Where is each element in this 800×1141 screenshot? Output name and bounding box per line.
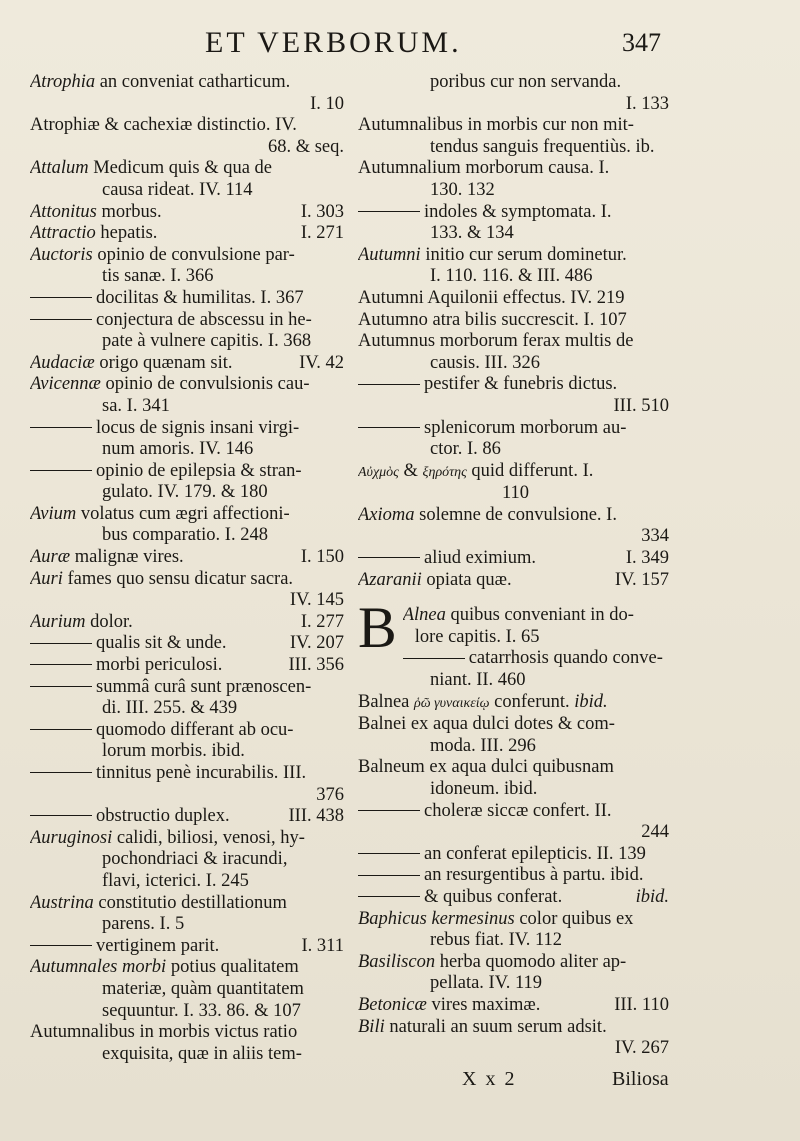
index-entry: Bili naturali an suum serum adsit. IV. 267 [358, 1016, 669, 1059]
ditto-dash [358, 810, 420, 811]
ditto-dash [358, 384, 420, 385]
index-entry: Balneum ex aqua dulci quibusnam idoneum. ibid. [358, 757, 614, 799]
index-column-left [30, 72, 348, 1065]
index-entry: Basiliscon herba quomodo aliter ap- pellata. IV. 119 [358, 951, 627, 994]
index-entry: choleræ siccæ confert. II. 244 [358, 801, 673, 844]
index-entry: summâ curâ sunt prænoscen- di. III. 255. & 439 [30, 677, 348, 720]
index-entry: Azaranii opiata quæ. IV. 157 [358, 569, 669, 590]
index-entry: aliud eximium. I. 349 [358, 548, 673, 570]
index-entry: Baphicus kermesinus color quibus ex rebus fiat. IV. 112 [358, 908, 634, 951]
ditto-dash [358, 896, 420, 897]
ditto-dash [30, 319, 92, 320]
index-entry: Axioma solemne de convulsione. I. 334 [358, 504, 669, 547]
index-entry: opinio de epilepsia & stran- gulato. IV. 179. & 180 [30, 461, 348, 504]
index-entry: Attalum Medicum quis & qua de causa rideat. IV. 114 [30, 158, 273, 200]
index-entry: Avium volatus cum ægri affectioni- bus comparatio. I. 248 [30, 503, 290, 546]
index-entry: pestifer & funebris dictus. III. 510 [358, 374, 673, 417]
signature-mark: X x 2 [462, 1068, 517, 1090]
index-entry: Autumnus morborum ferax multis de causis. III. 326 [358, 331, 634, 373]
section-gap [358, 591, 673, 605]
index-entry: Autumnalibus in morbis cur non mit- tendus sanguis frequentiùs. ib. [358, 115, 655, 157]
index-entry: obstructio duplex. III. 438 [30, 806, 348, 828]
index-entry: vertiginem parit. I. 311 [30, 936, 348, 958]
index-entry: splenicorum morborum au- ctor. I. 86 [358, 418, 673, 461]
ditto-dash [30, 297, 92, 298]
index-entry: indoles & symptomata. I. 133. & 134 [358, 202, 673, 245]
index-entry: Avicennæ opinio de convulsionis cau- sa. I. 341 [30, 374, 310, 416]
index-entry: Auræ malignæ vires. I. 150 [30, 547, 344, 568]
index-entry: Autumnalibus in morbis victus ratio exquisita, quæ in aliis tem- [30, 1022, 302, 1064]
index-entry: Autumni Aquilonii effectus. IV. 219 [358, 287, 625, 308]
ditto-dash [30, 470, 92, 471]
index-entry: tinnitus penè incurabilis. III. 376 [30, 763, 348, 806]
index-entry: Atrophiæ & cachexiæ distinctio. IV. 68. & seq. [30, 115, 344, 157]
index-entry: Attractio hepatis. I. 271 [30, 223, 344, 244]
ditto-dash [358, 875, 420, 876]
ditto-dash [358, 557, 420, 558]
index-entry: Attonitus morbus. I. 303 [30, 201, 344, 222]
catchword: Biliosa [612, 1068, 669, 1090]
index-column-right [358, 72, 673, 1060]
ditto-dash [30, 945, 92, 946]
index-entry: docilitas & humilitas. I. 367 [30, 288, 348, 310]
index-entry: B Alnea quibus conveniant in do- lore capitis. I. 65 [358, 595, 634, 661]
index-entry: Αὐχμὸς & ξηρότης quid differunt. I. 110 [358, 460, 594, 504]
ditto-dash [30, 643, 92, 644]
ditto-dash [358, 427, 420, 428]
index-entry: locus de signis insani virgi- num amoris. IV. 146 [30, 418, 348, 461]
running-header [0, 26, 800, 66]
index-entry: Balnei ex aqua dulci dotes & com- moda. III. 296 [358, 714, 615, 756]
index-entry: Autumni initio cur serum dominetur. I. 110. 116. & III. 486 [358, 244, 627, 287]
ditto-dash [30, 729, 92, 730]
index-entry: quomodo differant ab ocu- lorum morbis. ibid. [30, 720, 348, 763]
index-entry: Betonicæ vires maximæ. III. 110 [358, 994, 669, 1015]
index-entry: Balnea ῥῶ γυναικείῳ conferunt. ibid. [358, 691, 608, 712]
index-entry: Autumnales morbi potius qualitatem materiæ, quàm quantitatem sequuntur. I. 33. 86. & 107 [30, 957, 304, 1021]
index-entry: Audaciæ origo quænam sit. IV. 42 [30, 352, 344, 373]
ditto-dash [358, 211, 420, 212]
index-entry: conjectura de abscessu in he- pate à vulnere capitis. I. 368 [30, 310, 348, 353]
page-number: 347 [622, 28, 661, 57]
index-entry: catarrhosis quando conve- niant. II. 460 [358, 648, 673, 691]
ditto-dash [30, 427, 92, 428]
ditto-dash [403, 658, 465, 659]
index-entry: Atrophia an conveniat catharticum. I. 10 [30, 72, 344, 114]
index-entry: Austrina constitutio destillationum parens. I. 5 [30, 892, 287, 935]
index-entry: Autumno atra bilis succrescit. I. 107 [358, 309, 627, 330]
index-entry: poribus cur non servanda. I. 133 [430, 72, 669, 114]
index-entry: qualis sit & unde. IV. 207 [30, 633, 348, 655]
index-entry: morbi periculosi. III. 356 [30, 655, 348, 677]
ditto-dash [30, 772, 92, 773]
ditto-dash [30, 686, 92, 687]
ditto-dash [30, 815, 92, 816]
running-title: ET VERBORUM. [205, 26, 462, 59]
ditto-dash [30, 664, 92, 665]
drop-cap: B [358, 595, 397, 661]
index-entry: & quibus conferat. ibid. [358, 887, 673, 909]
ditto-dash [358, 853, 420, 854]
index-entry: an conferat epilepticis. II. 139 [358, 844, 673, 866]
index-entry: an resurgentibus à partu. ibid. [358, 865, 673, 887]
index-entry: Autumnalium morborum causa. I. 130. 132 [358, 158, 610, 200]
index-entry: Auctoris opinio de convulsione par- tis sanæ. I. 366 [30, 244, 295, 287]
index-entry: Auruginosi calidi, biliosi, venosi, hy- pochondriaci & iracundi, flavi, icterici. I. 245 [30, 827, 305, 891]
index-entry: Aurium dolor. I. 277 [30, 611, 344, 632]
index-entry: Auri fames quo sensu dicatur sacra. IV. 145 [30, 568, 344, 611]
page-footer [0, 1068, 800, 1098]
